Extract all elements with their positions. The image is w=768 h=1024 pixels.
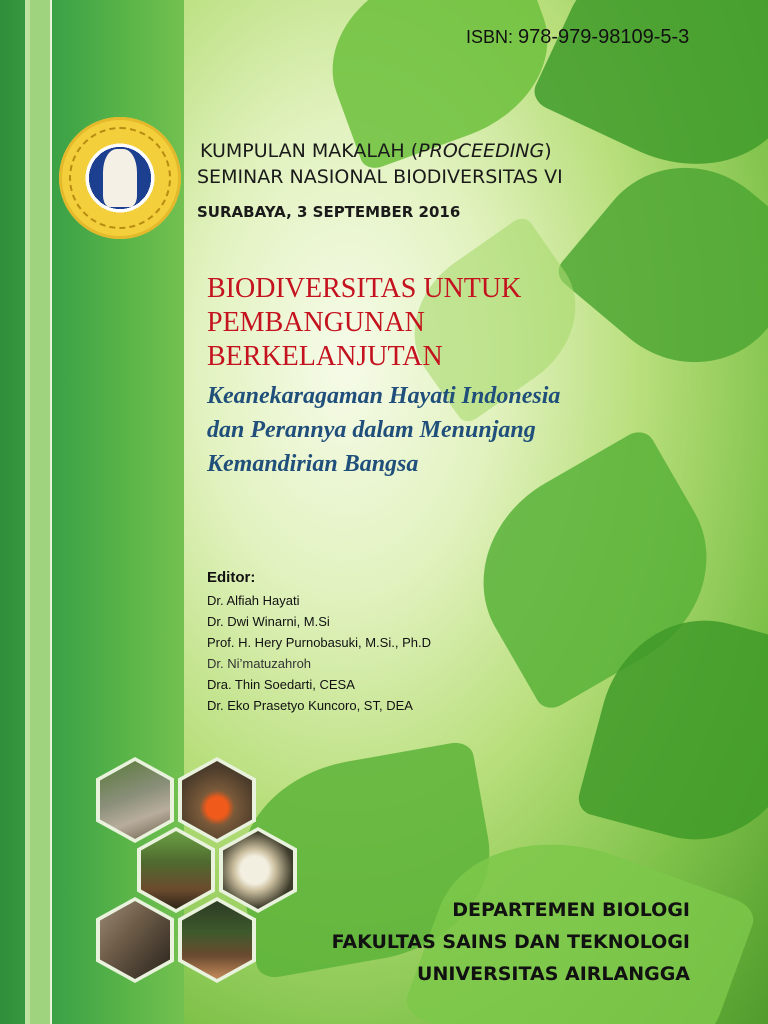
heading-suffix: ) [544,140,552,162]
isbn-label: ISBN: [466,27,514,47]
seal-figure [103,149,137,207]
title-line: BERKELANJUTAN [207,341,443,372]
editor-name: Dr. Dwi Winarni, M.Si [207,614,330,629]
institution-line: DEPARTEMEN BIOLOGI [452,899,690,921]
editor-name: Dr. Alfiah Hayati [207,593,300,608]
orange-fungus-photo [178,757,256,843]
plant-photo [178,897,256,983]
subtitle-line: Kemandirian Bangsa [207,451,419,477]
university-seal-icon [59,117,181,239]
institution-line: FAKULTAS SAINS DAN TEKNOLOGI [331,931,690,953]
editor-label: Editor: [207,569,256,586]
book-title [207,272,521,374]
institution-line: UNIVERSITAS AIRLANGGA [417,963,690,985]
editor-name: Dr. Ni’matuzahroh [207,656,312,671]
editor-list [207,569,431,716]
institution-block [300,894,690,990]
editor-name: Dra. Thin Soedarti, CESA [207,677,355,692]
book-subtitle [207,379,560,481]
seminar-date: SURABAYA, 3 SEPTEMBER 2016 [197,203,461,221]
isbn-text [466,26,689,49]
editor-name: Prof. H. Hery Purnobasuki, M.Si., Ph.D [207,635,431,650]
heading-prefix: KUMPULAN MAKALAH ( [200,140,419,162]
heading-italic: PROCEEDING [418,140,545,162]
sidebar-stripe [30,0,50,1024]
seminar-name: SEMINAR NASIONAL BIODIVERSITAS VI [197,166,563,188]
title-line: BIODIVERSITAS UNTUK [207,273,522,304]
subtitle-line: Keanekaragaman Hayati Indonesia [207,383,561,409]
isbn-number: 978-979-98109-5-3 [518,26,690,48]
leaf-decoration [552,128,768,402]
proceeding-heading [200,140,552,162]
editor-name: Dr. Eko Prasetyo Kuncoro, ST, DEA [207,698,413,713]
sidebar-stripe [50,0,52,1024]
title-line: PEMBANGUNAN [207,307,425,338]
subtitle-line: dan Perannya dalam Menunjang [207,417,536,443]
